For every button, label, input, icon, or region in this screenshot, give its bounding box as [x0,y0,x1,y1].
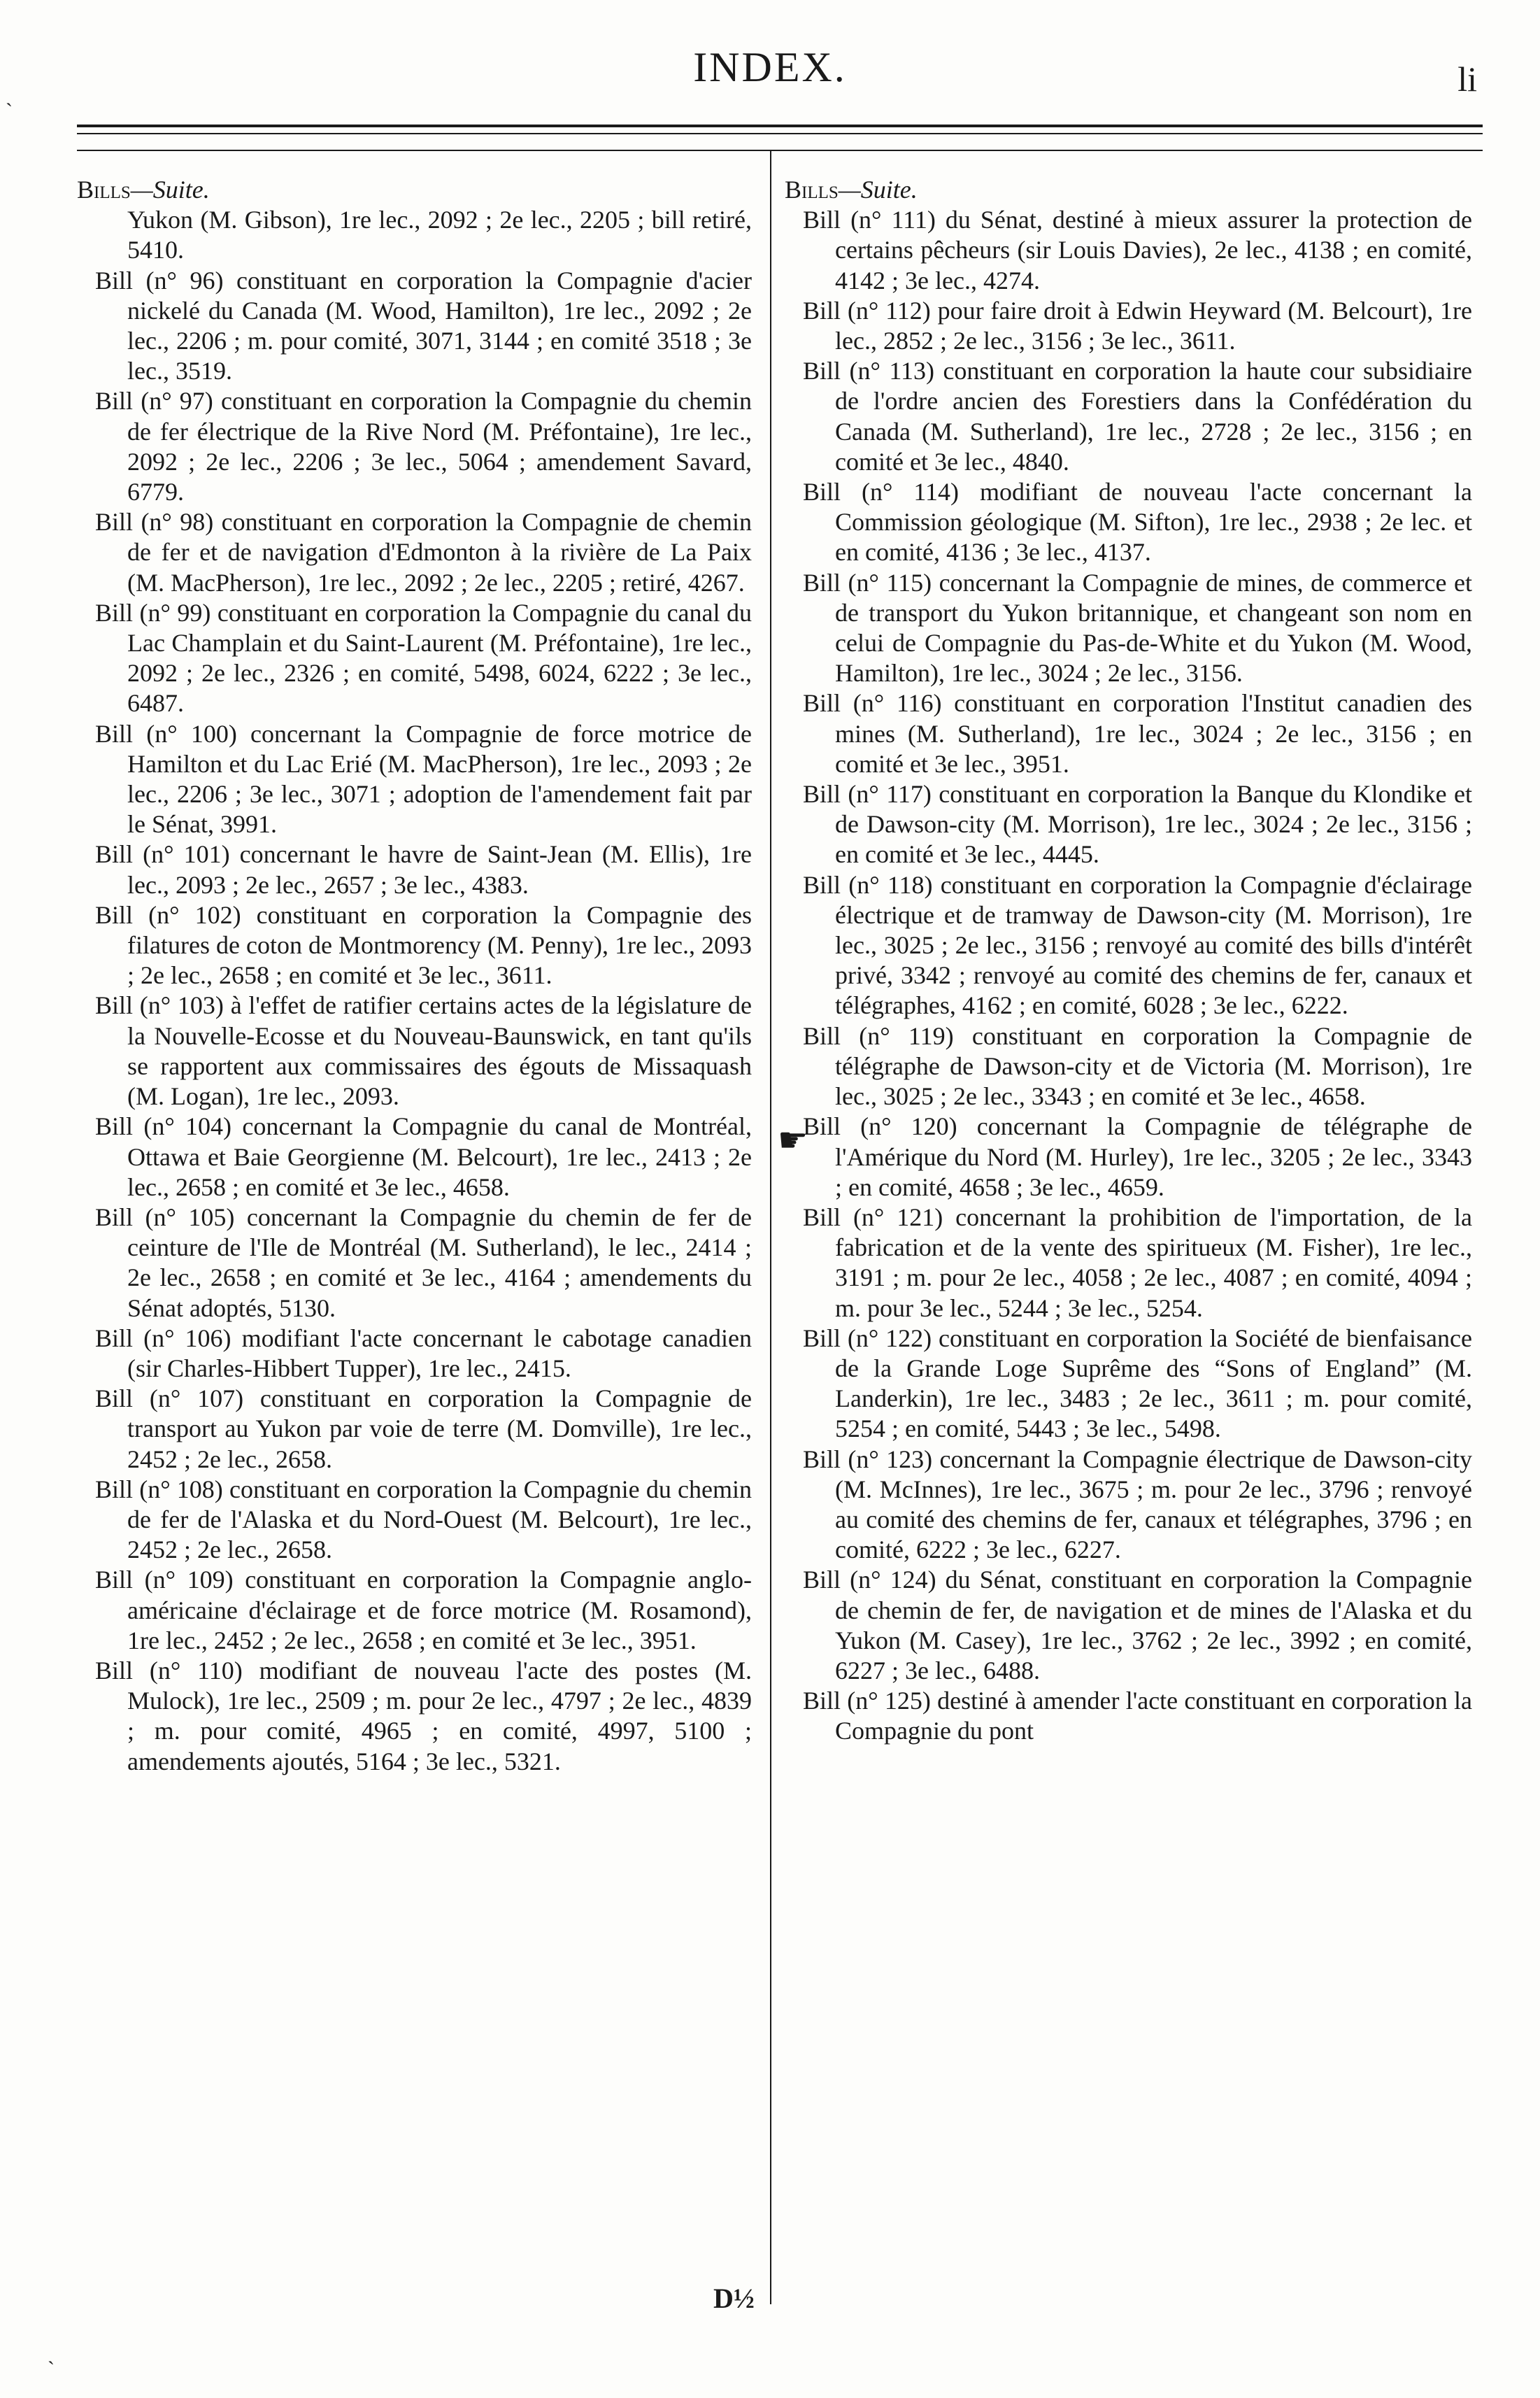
index-entry: Bill (n° 103) à l'effet de ratifier certains actes de la législature de la Nouvelle-Ecosse et du Nouveau-Baunswick, en tant qu'ils se rapportent aux commissaires des égouts de Missaquash (M. Logan), 1re lec., 2093. [95,991,752,1111]
index-entry: Bill (n° 104) concernant la Compagnie du canal de Montréal, Ottawa et Baie Georgienne (M. Belcourt), 1re lec., 2413 ; 2e lec., 2658 ; en comité et 3e lec., 4658. [95,1112,752,1201]
index-entry: Bill (n° 99) constituant en corporation la Compagnie du canal du Lac Champlain et du Saint-Laurent (M. Préfontaine), 1re lec., 2092 ; 2e lec., 2326 ; en comité, 5498, 6024, 6222 ; 3e lec., 6487. [95,598,752,718]
index-entry: Bill (n° 122) constituant en corporation la Société de bienfaisance de la Grande Loge Suprême des “Sons of England” (M. Landerkin), 1re lec., 3483 ; 2e lec., 3611 ; m. pour comité, 5254 ; en comité, 5443 ; 3e lec., 5498. [803,1324,1472,1443]
index-entry: Bill (n° 101) concernant le havre de Saint-Jean (M. Ellis), 1re lec., 2093 ; 2e lec., 2657 ; 3e lec., 4383. [95,840,752,899]
index-entry: Bill (n° 120) concernant la Compagnie de télégraphe de l'Amérique du Nord (M. Hurley), 1re lec., 3205 ; 2e lec., 3343 ; en comité, 4658 ; 3e lec., 4659. [803,1112,1472,1201]
index-entry: Bill (n° 115) concernant la Compagnie de mines, de commerce et de transport du Yukon britannique, et changeant son nom en celui de Compagnie du Pas-de-White et du Yukon (M. Wood, Hamilton), 1re lec., 3024 ; 2e lec., 3156. [803,568,1472,688]
index-entry: Bill (n° 121) concernant la prohibition de l'importation, de la fabrication et de la vente des spiritueux (M. Fisher), 1re lec., 3191 ; m. pour 2e lec., 4058 ; 2e lec., 4087 ; en comité, 4094 ; m. pour 3e lec., 5244 ; 3e lec., 5254. [803,1202,1472,1322]
index-entry: Bill (n° 114) modifiant de nouveau l'acte concernant la Commission géologique (M. Sifton), 1re lec., 2938 ; 2e lec. et en comité, 4136 ; 3e lec., 4137. [803,478,1472,567]
index-entry: Bill (n° 107) constituant en corporation la Compagnie de transport au Yukon par voie de terre (M. Domville), 1re lec., 2452 ; 2e lec., 2658. [95,1384,752,1473]
header-rule-thick [77,125,1483,127]
left-column-heading: Bills—Suite. [77,176,210,204]
index-entry: Bill (n° 124) du Sénat, constituant en corporation la Compagnie de chemin de fer, de navigation et de mines de l'Alaska et du Yukon (M. Casey), 1re lec., 3762 ; 2e lec., 3992 ; en comité, 6227 ; 3e lec., 6488. [803,1566,1472,1684]
edge-speck-bottom: ˋ [48,2357,55,2381]
index-entry: Bill (n° 119) constituant en corporation la Compagnie de télégraphe de Dawson-city et de Victoria (M. Morrison), 1re lec., 3025 ; 2e lec., 3343 ; en comité et 3e lec., 4658. [803,1021,1472,1111]
index-entry: Bill (n° 97) constituant en corporation la Compagnie du chemin de fer électrique de la Rive Nord (M. Préfontaine), 1re lec., 2092 ; 2e lec., 2206 ; 3e lec., 5064 ; amendement Savard, 6779. [95,387,752,506]
column-divider [770,150,771,2304]
index-entry: Bill (n° 111) du Sénat, destiné à mieux assurer la protection de certains pêcheurs (sir Louis Davies), 2e lec., 4138 ; en comité, 4142 ; 3e lec., 4274. [803,206,1472,295]
index-entry: Bill (n° 108) constituant en corporation la Compagnie du chemin de fer de l'Alaska et du Nord-Ouest (M. Belcourt), 1re lec., 2452 ; 2e lec., 2658. [95,1475,752,1564]
page-number: li [1457,59,1477,99]
index-entry: Bill (n° 98) constituant en corporation la Compagnie de chemin de fer et de navigation d'Edmonton à la rivière de La Paix (M. MacPherson), 1re lec., 2092 ; 2e lec., 2205 ; retiré, 4267. [95,508,752,597]
index-entry: Bill (n° 110) modifiant de nouveau l'acte des postes (M. Mulock), 1re lec., 2509 ; m. pour 2e lec., 4797 ; 2e lec., 4839 ; m. pour comité, 4965 ; en comité, 4997, 5100 ; amendements ajoutés, 5164 ; 3e lec., 5321. [95,1656,752,1775]
index-entry: Bill (n° 109) constituant en corporation la Compagnie anglo-américaine d'éclairage et de force motrice (M. Rosamond), 1re lec., 2452 ; 2e lec., 2658 ; en comité et 3e lec., 3951. [95,1566,752,1654]
right-column-heading: Bills—Suite. [785,176,918,204]
page-title: INDEX. [693,44,847,90]
index-entry: Bill (n° 96) constituant en corporation la Compagnie d'acier nickelé du Canada (M. Wood, Hamilton), 1re lec., 2092 ; 2e lec., 2206 ; m. pour comité, 3071, 3144 ; en comité 3518 ; 3e lec., 3519. [95,266,752,385]
index-entry: Bill (n° 105) concernant la Compagnie du chemin de fer de ceinture de l'Ile de Montréal (M. Sutherland), le lec., 2414 ; 2e lec., 2658 ; en comité et 3e lec., 4164 ; amendements du Sénat adoptés, 5130. [95,1202,752,1322]
header-rule-thin [77,133,1483,134]
index-entry: Bill (n° 102) constituant en corporation la Compagnie des filatures de coton de Montmorency (M. Penny), 1re lec., 2093 ; 2e lec., 2658 ; en comité et 3e lec., 3611. [95,900,752,990]
edge-speck-top: ˋ [6,99,13,122]
left-column [77,175,752,1777]
pointing-hand-icon: ☛ [778,1122,808,1159]
index-entry: Bill (n° 113) constituant en corporation la haute cour subsidiaire de l'ordre ancien des Forestiers dans la Confédération du Canada (M. Sutherland), 1re lec., 2728 ; 2e lec., 3156 ; en comité et 3e lec., 4840. [803,357,1472,476]
index-entry: Bill (n° 123) concernant la Compagnie électrique de Dawson-city (M. McInnes), 1re lec., 3675 ; m. pour 2e lec., 3796 ; renvoyé au comité des chemins de fer, canaux et télégraphes, 3796 ; en comité, 6222 ; 3e lec., 6227. [803,1445,1472,1564]
index-entry: Bill (n° 118) constituant en corporation la Compagnie d'éclairage électrique et de tramway de Dawson-city (M. Morrison), 1re lec., 3025 ; 2e lec., 3156 ; renvoyé au comité des bills d'intérêt privé, 3342 ; renvoyé au comité des chemins de fer, canaux et télégraphes, 4162 ; en comité, 6028 ; 3e lec., 6222. [803,870,1472,1020]
index-entry: Bill (n° 116) constituant en corporation l'Institut canadien des mines (M. Sutherland), 1re lec., 3024 ; 2e lec., 3156 ; en comité et 3e lec., 3951. [803,689,1472,778]
index-entry: Bill (n° 112) pour faire droit à Edwin Heyward (M. Belcourt), 1re lec., 2852 ; 2e lec., 3156 ; 3e lec., 3611. [803,296,1472,355]
index-entry: Bill (n° 125) destiné à amender l'acte constituant en corporation la Compagnie du pont [803,1687,1472,1745]
right-column [785,175,1472,1747]
printer-signature-mark: D½ [713,2283,755,2314]
index-entry: Bill (n° 117) constituant en corporation la Banque du Klondike et de Dawson-city (M. Morrison), 1re lec., 3024 ; 2e lec., 3156 ; en comité et 3e lec., 4445. [803,780,1472,869]
index-entry: Bill (n° 100) concernant la Compagnie de force motrice de Hamilton et du Lac Erié (M. MacPherson), 1re lec., 2093 ; 2e lec., 2206 ; 3e lec., 3071 ; adoption de l'amendement fait par le Sénat, 3991. [95,719,752,839]
index-entry: Yukon (M. Gibson), 1re lec., 2092 ; 2e lec., 2205 ; bill retiré, 5410. [127,206,752,264]
index-entry: Bill (n° 106) modifiant l'acte concernant le cabotage canadien (sir Charles-Hibbert Tupper), 1re lec., 2415. [95,1324,752,1382]
header-rule-lower [77,150,1483,151]
